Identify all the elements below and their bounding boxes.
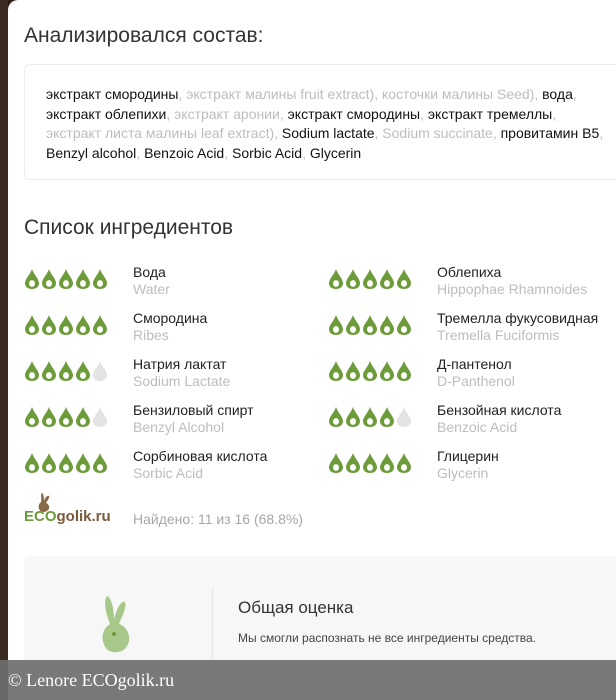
ingredient-latin-name: Benzoic Acid: [437, 419, 518, 435]
drop-filled-icon: [379, 452, 395, 474]
page-content: [8, 0, 616, 700]
ingredient-item[interactable]: [24, 356, 314, 396]
drop-filled-icon: [379, 314, 395, 336]
ingredient-latin-name: D-Panthenol: [437, 373, 515, 389]
recognized-ingredient: Sodium lactate: [281, 125, 375, 141]
drop-filled-icon: [24, 360, 40, 382]
ingredient-item[interactable]: [24, 310, 314, 350]
ingredient-rating: [328, 268, 412, 290]
drop-filled-icon: [92, 314, 108, 336]
ingredient-item[interactable]: [24, 402, 314, 442]
drop-empty-icon: [92, 406, 108, 428]
overall-description: Мы смогли распознать не все ингредиенты средства.: [238, 631, 537, 645]
unrecognized-ingredient: ,: [302, 144, 310, 161]
recognized-ingredient: Benzyl alcohol: [46, 144, 137, 161]
drop-filled-icon: [41, 268, 57, 290]
ingredient-rating: [24, 406, 108, 428]
ingredient-rating: [328, 314, 412, 336]
ingredient-name: Облепиха: [437, 264, 502, 280]
ingredient-rating: [328, 360, 412, 382]
ingredient-rating: [328, 452, 412, 474]
ingredient-rating: [24, 268, 108, 290]
ingredient-rating: [328, 406, 412, 428]
ingredient-rating: [24, 360, 108, 382]
drop-filled-icon: [362, 452, 378, 474]
recognized-ingredient: Sorbic Acid: [232, 144, 303, 161]
ingredient-name: Тремелла фукусовидная: [437, 310, 599, 326]
ingredient-item[interactable]: [328, 356, 616, 396]
unrecognized-ingredient: ,: [136, 144, 145, 161]
drop-filled-icon: [328, 268, 344, 290]
ingredient-name: Вода: [133, 264, 166, 280]
drop-filled-icon: [24, 452, 40, 474]
drop-filled-icon: [396, 452, 412, 474]
recognized-ingredient: провитамин B5: [500, 125, 600, 141]
recognized-ingredient: Benzoic Acid: [144, 144, 225, 161]
ingredient-name: Д-пантенол: [437, 356, 512, 372]
ingredient-name: Бензойная кислота: [437, 402, 562, 418]
drop-filled-icon: [24, 406, 40, 428]
composition-text: [46, 85, 606, 163]
ingredient-name: Бензиловый спирт: [133, 402, 254, 418]
ingredient-latin-name: Tremella Fuciformis: [437, 327, 560, 343]
drop-filled-icon: [24, 268, 40, 290]
unrecognized-ingredient: , экстракт аронии,: [166, 105, 288, 122]
unrecognized-ingredient: ,: [420, 105, 428, 122]
unrecognized-ingredient: ,: [572, 86, 577, 102]
ingredient-name: Смородина: [133, 310, 208, 326]
drop-empty-icon: [92, 360, 108, 382]
drop-filled-icon: [92, 268, 108, 290]
ingredient-item[interactable]: [328, 402, 616, 442]
recognized-ingredient: экстракт облепихи: [46, 105, 167, 122]
drop-filled-icon: [362, 406, 378, 428]
drop-filled-icon: [41, 314, 57, 336]
drop-filled-icon: [75, 452, 91, 474]
ingredient-item[interactable]: [24, 264, 314, 304]
drop-filled-icon: [58, 268, 74, 290]
unrecognized-ingredient: , экстракт листа малины leaf extract),: [46, 105, 557, 141]
drop-filled-icon: [345, 268, 361, 290]
ecogolik-logo[interactable]: [24, 494, 116, 528]
ingredients-heading: Список ингредиентов: [24, 216, 234, 239]
ingredient-item[interactable]: [328, 264, 616, 304]
rabbit-icon: [94, 594, 140, 656]
drop-filled-icon: [345, 406, 361, 428]
drop-filled-icon: [396, 360, 412, 382]
drop-filled-icon: [328, 452, 344, 474]
logo-text: [24, 508, 111, 525]
ingredient-latin-name: Ribes: [133, 327, 169, 343]
unrecognized-ingredient: , Sodium succinate,: [374, 125, 501, 141]
watermark-bar: [0, 660, 616, 700]
drop-filled-icon: [75, 360, 91, 382]
ingredient-rating: [24, 452, 108, 474]
drop-filled-icon: [41, 360, 57, 382]
found-count: Найдено: 11 из 16 (68.8%): [133, 511, 304, 527]
ingredient-latin-name: Sorbic Acid: [133, 465, 204, 481]
drop-filled-icon: [58, 360, 74, 382]
watermark-text: © Lenore ECOgolik.ru: [8, 669, 175, 690]
recognized-ingredient: Glycerin: [309, 144, 362, 161]
ingredient-name: Глицерин: [437, 448, 499, 464]
drop-filled-icon: [345, 360, 361, 382]
ingredient-item[interactable]: [24, 448, 314, 488]
drop-filled-icon: [75, 406, 91, 428]
drop-filled-icon: [362, 314, 378, 336]
drop-filled-icon: [24, 314, 40, 336]
drop-filled-icon: [362, 268, 378, 290]
drop-filled-icon: [379, 268, 395, 290]
drop-filled-icon: [58, 452, 74, 474]
ingredient-latin-name: Water: [133, 281, 170, 297]
unrecognized-ingredient: ,: [224, 144, 233, 161]
drop-filled-icon: [328, 360, 344, 382]
ingredient-item[interactable]: [328, 310, 616, 350]
panel-divider: [212, 588, 213, 668]
drop-filled-icon: [328, 314, 344, 336]
ingredient-latin-name: Benzyl Alcohol: [133, 419, 225, 435]
drop-filled-icon: [75, 314, 91, 336]
ingredient-latin-name: Sodium Lactate: [133, 373, 231, 389]
drop-filled-icon: [362, 360, 378, 382]
drop-filled-icon: [92, 452, 108, 474]
drop-filled-icon: [75, 268, 91, 290]
drop-filled-icon: [41, 406, 57, 428]
drop-filled-icon: [396, 314, 412, 336]
page-left-edge: [0, 0, 8, 700]
drop-filled-icon: [345, 314, 361, 336]
unrecognized-ingredient: ,: [599, 125, 604, 141]
ingredient-latin-name: Hippophae Rhamnoides: [437, 281, 588, 297]
recognized-ingredient: экстракт смородины: [287, 105, 421, 122]
drop-filled-icon: [345, 452, 361, 474]
ingredient-rating: [24, 314, 108, 336]
drop-filled-icon: [379, 406, 395, 428]
composition-box: [24, 64, 616, 180]
recognized-ingredient: экстракт смородины: [46, 86, 179, 102]
drop-filled-icon: [58, 406, 74, 428]
drop-filled-icon: [379, 360, 395, 382]
recognized-ingredient: экстракт тремеллы: [427, 105, 553, 122]
drop-filled-icon: [41, 452, 57, 474]
unrecognized-ingredient: , экстракт малины fruit extract), косточки малины Seed),: [178, 86, 543, 102]
ingredient-name: Натрия лактат: [133, 356, 227, 372]
logo-eco: ECO: [24, 508, 57, 525]
logo-golik: golik.ru: [56, 508, 111, 525]
composition-heading: Анализировался состав:: [24, 24, 264, 47]
overall-title: Общая оценка: [238, 598, 354, 617]
drop-empty-icon: [396, 406, 412, 428]
recognized-ingredient: вода: [542, 86, 573, 102]
ingredient-latin-name: Glycerin: [437, 465, 489, 481]
drop-filled-icon: [328, 406, 344, 428]
drop-filled-icon: [396, 268, 412, 290]
ingredient-name: Сорбиновая кислота: [133, 448, 268, 464]
drop-filled-icon: [58, 314, 74, 336]
ingredient-item[interactable]: [328, 448, 616, 488]
